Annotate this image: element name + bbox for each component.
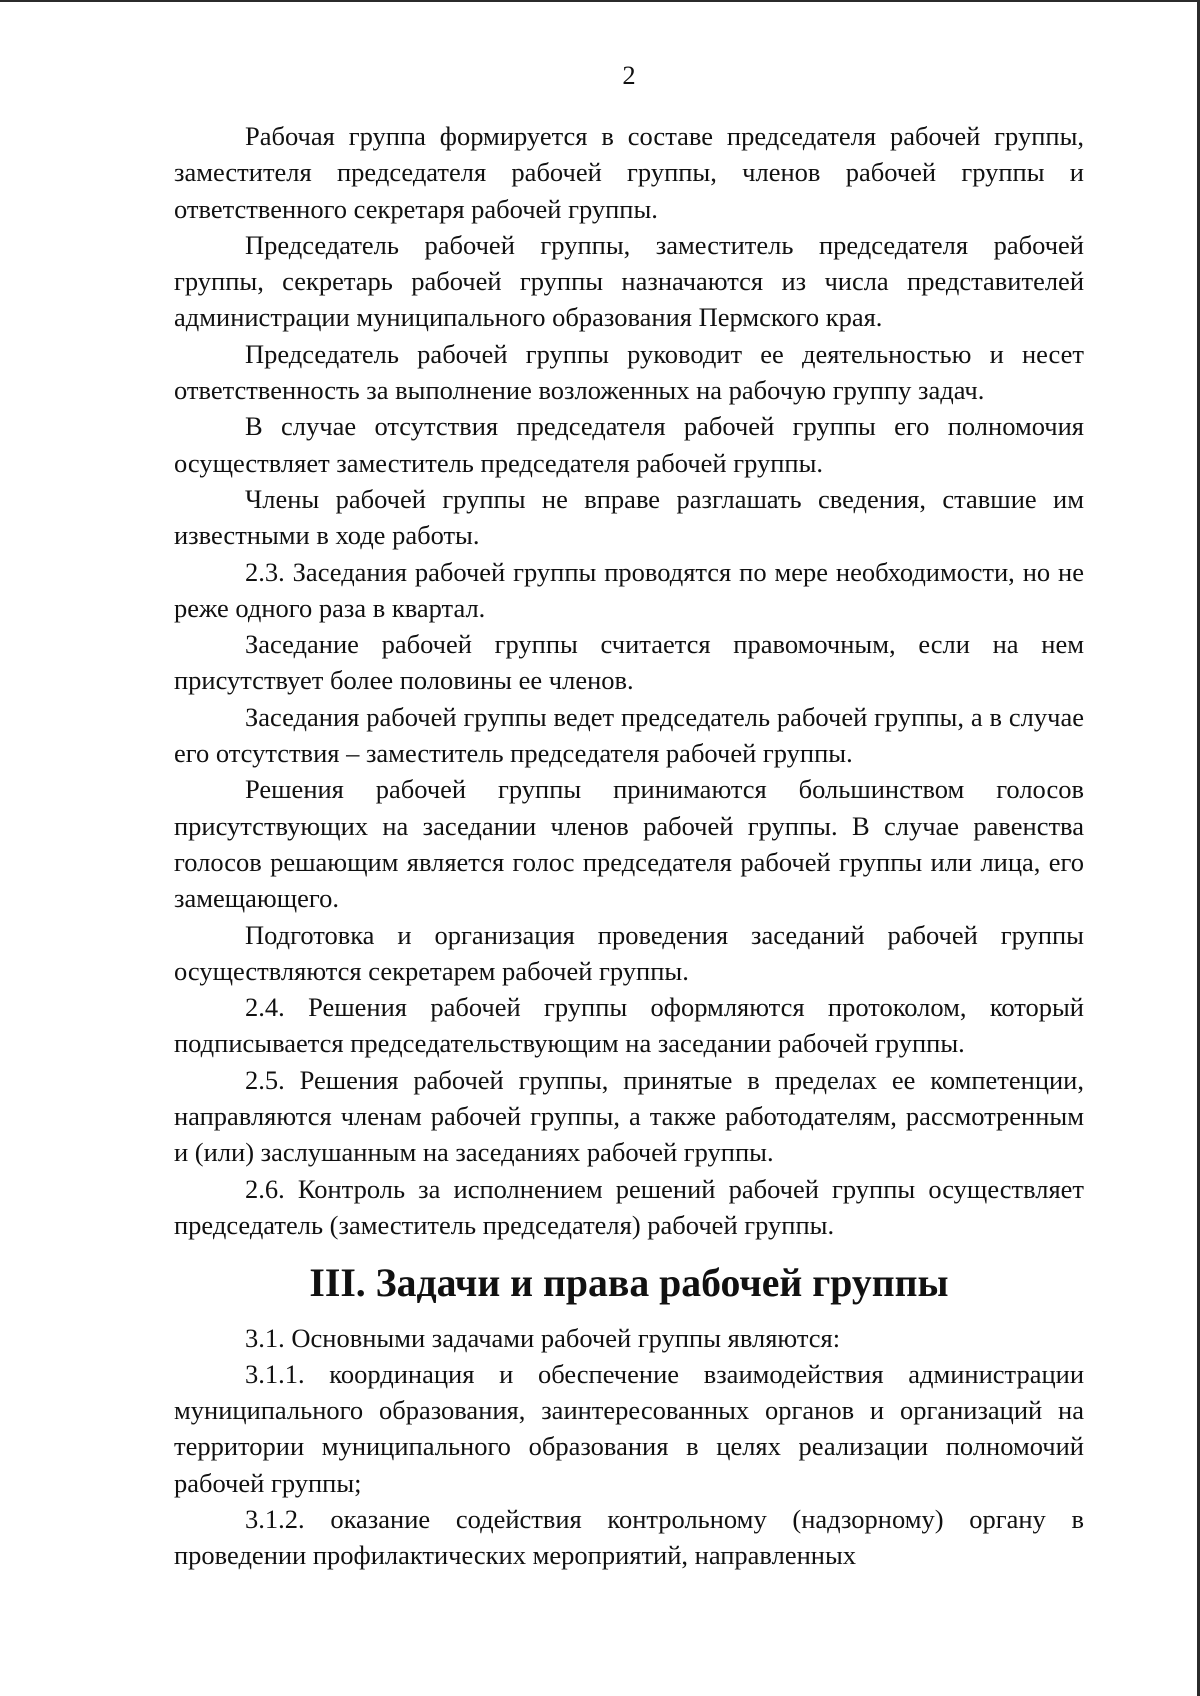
paragraph: 2.5. Решения рабочей группы, принятые в пределах ее компетенции, направляются членам рабочей группы, а также работодателям, рассмотренным и (или) заслушанным на заседаниях рабочей группы.	[174, 1064, 1084, 1168]
section-title: III. Задачи и права рабочей группы	[309, 1261, 949, 1306]
paragraph: 3.1.2. оказание содействия контрольному (надзорному) органу в проведении профилактических мероприятий, направленных	[174, 1503, 1084, 1571]
page-number: 2	[622, 60, 636, 90]
paragraph: Решения рабочей группы принимаются большинством голосов присутствующих на заседании членов рабочей группы. В случае равенства голосов решающим является голос председателя рабочей группы или лица, его замещающего.	[174, 774, 1084, 914]
paragraph: 2.4. Решения рабочей группы оформляются протоколом, который подписывается председательствующим на заседании рабочей группы.	[174, 992, 1084, 1059]
paragraph: Заседание рабочей группы считается правомочным, если на нем присутствует более половины ее членов.	[174, 629, 1084, 696]
paragraph: 2.6. Контроль за исполнением решений рабочей группы осуществляет председатель (заместитель председателя) рабочей группы.	[174, 1173, 1084, 1240]
scan-edge-top	[0, 0, 1200, 2]
paragraph: Председатель рабочей группы, заместитель председателя рабочей группы, секретарь рабочей группы назначаются из числа представителей администрации муниципального образования Пермского края.	[174, 229, 1084, 333]
paragraph: В случае отсутствия председателя рабочей группы его полномочия осуществляет заместитель председателя рабочей группы.	[174, 411, 1084, 478]
paragraph: Заседания рабочей группы ведет председатель рабочей группы, а в случае его отсутствия – заместитель председателя рабочей группы.	[174, 701, 1084, 769]
paragraph: 2.3. Заседания рабочей группы проводятся по мере необходимости, но не реже одного раза в квартал.	[174, 556, 1084, 623]
paragraph: Подготовка и организация проведения заседаний рабочей группы осуществляются секретарем рабочей группы.	[174, 919, 1084, 986]
paragraph: 3.1.1. координация и обеспечение взаимодействия администрации муниципального образования, заинтересованных органов и организаций на территории муниципального образования в целях реализации полномочий рабочей группы;	[174, 1358, 1084, 1498]
document-page	[174, 52, 1084, 1574]
paragraph: Председатель рабочей группы руководит ее деятельностью и несет ответственность за выполнение возложенных на рабочую группу задач.	[174, 338, 1084, 406]
paragraph: Рабочая группа формируется в составе председателя рабочей группы, заместителя председателя рабочей группы, членов рабочей группы и ответственного секретаря рабочей группы.	[174, 121, 1084, 224]
paragraph: 3.1. Основными задачами рабочей группы являются:	[245, 1322, 841, 1353]
paragraph: Члены рабочей группы не вправе разглашать сведения, ставшие им известными в ходе работы.	[174, 483, 1084, 551]
